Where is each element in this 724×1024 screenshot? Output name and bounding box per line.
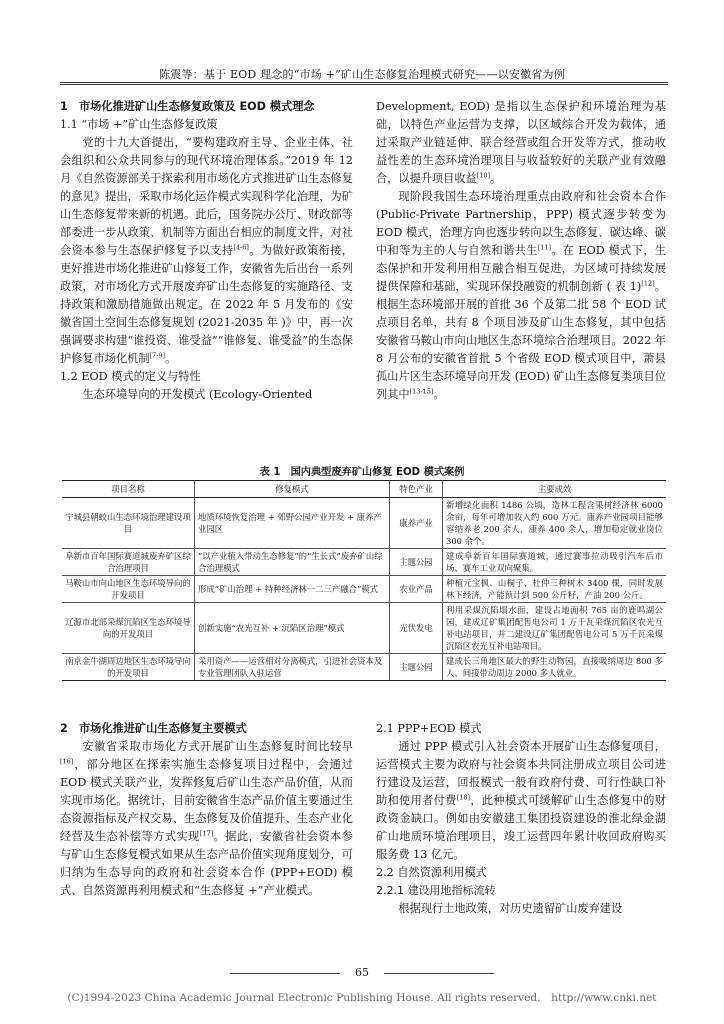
cell-industry: 主题公园 <box>390 654 443 681</box>
right-column-bottom <box>376 720 666 918</box>
paragraph: 安徽省采取市场化方式开展矿山生态修复时间比较早[16]，部分地区在探索实施生态修复项目过程中，会通过 EOD 模式关联产业，发挥修复后矿山生态产品价值，从而实现市场化。据统计，目前安徽省生态产品价值主要通过生态资源指标及产权交易、生态修复及价值提升、生态产业化经营及生态补偿等方式实现[17]。据此，安徽省社会资本参与矿山生态修复模式如果从生态产品价值实现角度划分，可归纳为生态导向的政府和社会资本合作 (PPP+EOD) 模式、自然资源再利用模式和“生态修复 +”产业模式。 <box>60 740 353 897</box>
table-row <box>62 549 666 576</box>
cell-results: 建成阜新百年国际赛道城，通过赛事拉动吸引汽车后市场、赛车工业双向聚集。 <box>443 549 667 576</box>
table-caption: 表 1 国内典型废弃矿山修复 EOD 模式案例 <box>259 467 465 478</box>
cell-mode: “以产业植入带动生态修复”的“生长式”废弃矿山综合治理模式 <box>195 549 390 576</box>
cell-project: 阜新市百年国际赛道城废弃矿区综合治理项目 <box>62 549 195 576</box>
header-rule <box>60 82 668 85</box>
paragraph: 生态环境导向的开发模式 (Ecology-Oriented <box>82 388 313 401</box>
eod-cases-table <box>62 480 666 681</box>
paragraph: 党的十九大首提出，“要构建政府主导、企业主体、社会组织和公众共同参与的现代环境治理体系。”2019 年 12 月《自然资源部关于探索利用市场化方式推进矿山生态修复的意见》提出，采取市场化运作模式实现科学化治理，为矿山生态修复带来新的机遇。此后，国务院办公厅、财政部等部委进一步从政策、机制等方面出台相应的制度文件，对社会资本参与生态保护修复予以支持[4-6]。为做好政策衔接，更好推进市场化推进矿山修复工作，安徽省先后出台一系列政策，对市场化方式开展废弃矿山生态修复的实施路径、支持政策和激励措施做出规定。在 2022 年 5 月发布的《安徽省国土空间生态修复规划 (2021-2035 年 )》中，再一次强调要求构建“谁投资、谁受益”“谁修复、谁受益”的生态保护修复市场化机制[7-9]。 <box>60 136 353 365</box>
table-header-row <box>62 481 666 498</box>
cell-industry: 康养产业 <box>390 498 443 549</box>
left-column-top <box>60 98 353 404</box>
running-header: 陈震等：基于 EOD 理念的“市场 +”矿山生态修复治理模式研究——以安徽省为例 <box>159 68 565 81</box>
citation: [18] <box>456 793 471 802</box>
right-column-top <box>376 98 666 404</box>
col-header-mode: 修复模式 <box>195 481 390 498</box>
table-row <box>62 603 666 654</box>
cell-mode: 采用资产——运营相对分离模式，引进社会资本及专业管理团队入驻运营 <box>195 654 390 681</box>
section-1-heading: 1 市场化推进矿山生态修复政策及 EOD 模式理念 <box>60 100 315 113</box>
paragraph: 通过 PPP 模式引入社会资本开展矿山生态修复项目，运营模式主要为政府与社会资本共同注册成立项目公司进行建设及运营，回报模式一般有政府付费、可行性缺口补助和使用者付费[18]，此种模式可缓解矿山生态修复中的财政资金缺口。例如由安徽建工集团投资建设的淮北绿金湖矿山地质环境治理项目，竣工运营四年累计收回政府购买服务费 13 亿元。 <box>376 740 666 861</box>
table-row <box>62 498 666 549</box>
cell-industry: 农业产品 <box>390 576 443 603</box>
cell-project: 辽源市北部采煤沉陷区生态环境导向的开发项目 <box>62 603 195 654</box>
table-row <box>62 654 666 681</box>
section-2-1-heading: 2.1 PPP+EOD 模式 <box>376 722 482 735</box>
left-column-bottom <box>60 720 353 900</box>
cell-industry: 光伏发电 <box>390 603 443 654</box>
section-2-2-heading: 2.2 自然资源利用模式 <box>376 866 487 879</box>
cell-industry: 主题公园 <box>390 549 443 576</box>
cell-results: 种植元宝枫、山桐子、杜仲三种树木 3400 棵，同时发展林下经济，产能预计到 500 公斤籽，产油 200 公斤。 <box>443 576 667 603</box>
col-header-results: 主要成效 <box>443 481 667 498</box>
paragraph: 根据现行土地政策，对历史遗留矿山废弃建设 <box>398 902 623 915</box>
cell-results: 新增绿化面积 1486 公顷，造林工程含果树经济林 6000 余亩，每年可增加收入约 600 万元。康养产业园项目能够容纳养老 200 余人，康养 400 余人，增加稳定就业岗位 300 余个。 <box>443 498 667 549</box>
citation: [4-6] <box>233 243 249 252</box>
cell-project: 宁城县朝蛟山生态环境治理建设项目 <box>62 498 195 549</box>
col-header-industry: 特色产业 <box>390 481 443 498</box>
section-2-heading: 2 市场化推进矿山生态修复主要模式 <box>60 722 247 735</box>
citation: [11] <box>537 243 552 252</box>
section-1-1-heading: 1.1 “市场 +”矿山生态修复政策 <box>60 118 218 131</box>
cell-project: 南京金牛湖周边地区生态环境导向的开发项目 <box>62 654 195 681</box>
cell-mode: 创新实施“农光互补 + 沉陷区治理”模式 <box>195 603 390 654</box>
copyright-notice: (C)1994-2023 China Academic Journal Electronic Publishing House. All rights reserved. http://www.cnki.net <box>67 992 657 1004</box>
col-header-project: 项目名称 <box>62 481 195 498</box>
citation: [13-15] <box>409 387 434 396</box>
citation: [12] <box>641 279 655 288</box>
cell-project: 马鞍山市向山地区生态环境导向的开发项目 <box>62 576 195 603</box>
cell-mode: 形成“矿山治理 + 特种经济林一二三产融合”模式 <box>195 576 390 603</box>
cell-results: 利用采煤沉陷塌水面，建设占地面积 765 亩的鹿鸣湖公园，建成辽矿集团配售电公司 1 万千瓦采煤沉陷区农光互补电站项目，并二建设辽矿集团配售电公司 5 万千瓦采煤沉陷区农光互补电站项目。 <box>443 603 667 654</box>
citation: [10] <box>476 171 491 180</box>
paragraph: Development, EOD) 是指以生态保护和环境治理为基础，以特色产业运营为支撑，以区域综合开发为载体，通过采取产业链延伸、联合经营或组合开发等方式，推动收益性差的生态环境治理项目与收益较好的关联产业有效融合，以提升项目收益[10]。 <box>376 100 666 185</box>
section-1-2-heading: 1.2 EOD 模式的定义与特性 <box>60 370 201 383</box>
citation: [7-9] <box>149 351 166 360</box>
table-row <box>62 576 666 603</box>
section-2-2-1-heading: 2.2.1 建设用地指标流转 <box>376 884 496 897</box>
cell-results: 建成长三角地区最大的野生动物园，直接吸纳周边 800 多人、间接带动周边 2000 多人就业。 <box>443 654 667 681</box>
citation: [16] <box>60 757 74 766</box>
citation: [17] <box>199 829 214 838</box>
paragraph: 现阶段我国生态环境治理重点由政府和社会资本合作 (Public-Private Partnership，PPP) 模式逐步转变为 EOD 模式，治理方向也逐步转向以生态修复、碳达峰、碳中和等为主的人与自然和谐共生[11]。在 EOD 模式下，生态保护和开发利用相互融合相互促进，为区域可持续发展提供保障和基础，实现环保投融资的机制创新 ( 表 1)[12]。根据生态环境部开展的首批 36 个及第二批 58 个 EOD 试点项目名单，共有 8 个项目涉及矿山生态修复，其中包括安徽省马鞍山市向山地区生态环境综合治理项目。2022 年 8 月公布的安徽省首批 5 个省级 EOD 模式项目中，萧县孤山片区生态环境导向开发 (EOD) 矿山生态修复类项目位列其中[13-15]。 <box>376 190 666 401</box>
page-number: 65 <box>355 966 369 979</box>
cell-mode: 地质环境恢复治理 + 郊野公园产业开发 + 康养产业园区 <box>195 498 390 549</box>
